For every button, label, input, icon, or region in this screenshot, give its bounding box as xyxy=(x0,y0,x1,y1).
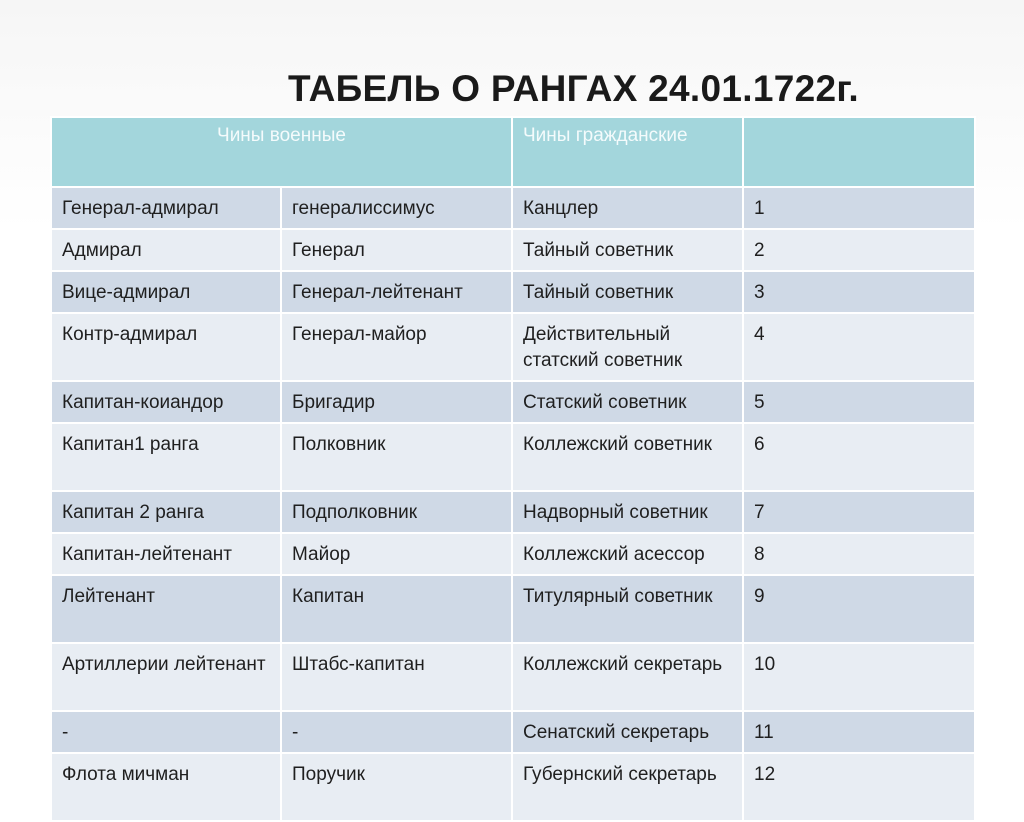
cell-class-number: 9 xyxy=(743,575,975,643)
table-row xyxy=(51,381,975,423)
cell-class-number: 4 xyxy=(743,313,975,381)
cell-navy-rank: Адмирал xyxy=(51,229,281,271)
cell-class-number: 7 xyxy=(743,491,975,533)
cell-civil-rank: Тайный советник xyxy=(512,229,743,271)
cell-civil-rank: Канцлер xyxy=(512,187,743,229)
cell-civil-rank: Коллежский секретарь xyxy=(512,643,743,711)
cell-navy-rank: Вице-адмирал xyxy=(51,271,281,313)
cell-army-rank: Капитан xyxy=(281,575,512,643)
cell-civil-rank: Коллежский советник xyxy=(512,423,743,491)
cell-civil-rank: Статский советник xyxy=(512,381,743,423)
table-header-row xyxy=(51,117,975,187)
table-row xyxy=(51,313,975,381)
cell-civil-rank: Надворный советник xyxy=(512,491,743,533)
table-row xyxy=(51,711,975,753)
cell-army-rank: Бригадир xyxy=(281,381,512,423)
cell-army-rank: Генерал xyxy=(281,229,512,271)
cell-army-rank: Майор xyxy=(281,533,512,575)
cell-class-number: 3 xyxy=(743,271,975,313)
cell-class-number: 12 xyxy=(743,753,975,821)
table-row xyxy=(51,643,975,711)
table-row xyxy=(51,491,975,533)
cell-army-rank: Штабс-капитан xyxy=(281,643,512,711)
cell-army-rank: Полковник xyxy=(281,423,512,491)
cell-navy-rank: Артиллерии лейтенант xyxy=(51,643,281,711)
table-row xyxy=(51,753,975,821)
cell-army-rank: Генерал-майор xyxy=(281,313,512,381)
table-row xyxy=(51,271,975,313)
cell-army-rank: - xyxy=(281,711,512,753)
table-row xyxy=(51,533,975,575)
cell-class-number: 10 xyxy=(743,643,975,711)
cell-civil-rank: Тайный советник xyxy=(512,271,743,313)
cell-army-rank: Поручик xyxy=(281,753,512,821)
table-of-ranks xyxy=(50,116,976,822)
table-row xyxy=(51,187,975,229)
cell-navy-rank: - xyxy=(51,711,281,753)
cell-navy-rank: Лейтенант xyxy=(51,575,281,643)
cell-navy-rank: Капитан-коиандор xyxy=(51,381,281,423)
cell-army-rank: Подполковник xyxy=(281,491,512,533)
table-row xyxy=(51,575,975,643)
cell-class-number: 8 xyxy=(743,533,975,575)
cell-army-rank: Генерал-лейтенант xyxy=(281,271,512,313)
cell-navy-rank: Генерал-адмирал xyxy=(51,187,281,229)
cell-navy-rank: Контр-адмирал xyxy=(51,313,281,381)
cell-civil-rank: Титулярный советник xyxy=(512,575,743,643)
cell-army-rank: генералиссимус xyxy=(281,187,512,229)
header-rank xyxy=(743,117,975,187)
table-row xyxy=(51,423,975,491)
cell-class-number: 1 xyxy=(743,187,975,229)
cell-class-number: 2 xyxy=(743,229,975,271)
table-row xyxy=(51,229,975,271)
cell-civil-rank: Сенатский секретарь xyxy=(512,711,743,753)
cell-civil-rank: Коллежский асессор xyxy=(512,533,743,575)
cell-class-number: 5 xyxy=(743,381,975,423)
header-military: Чины военные xyxy=(51,117,512,187)
cell-class-number: 6 xyxy=(743,423,975,491)
cell-civil-rank: Губернский секретарь xyxy=(512,753,743,821)
cell-civil-rank: Действительный статский советник xyxy=(512,313,743,381)
cell-navy-rank: Капитан1 ранга xyxy=(51,423,281,491)
page-title: ТАБЕЛЬ О РАНГАХ 24.01.1722г. xyxy=(288,68,859,109)
cell-navy-rank: Флота мичман xyxy=(51,753,281,821)
cell-class-number: 11 xyxy=(743,711,975,753)
cell-navy-rank: Капитан 2 ранга xyxy=(51,491,281,533)
header-civil: Чины гражданские xyxy=(512,117,743,187)
cell-navy-rank: Капитан-лейтенант xyxy=(51,533,281,575)
